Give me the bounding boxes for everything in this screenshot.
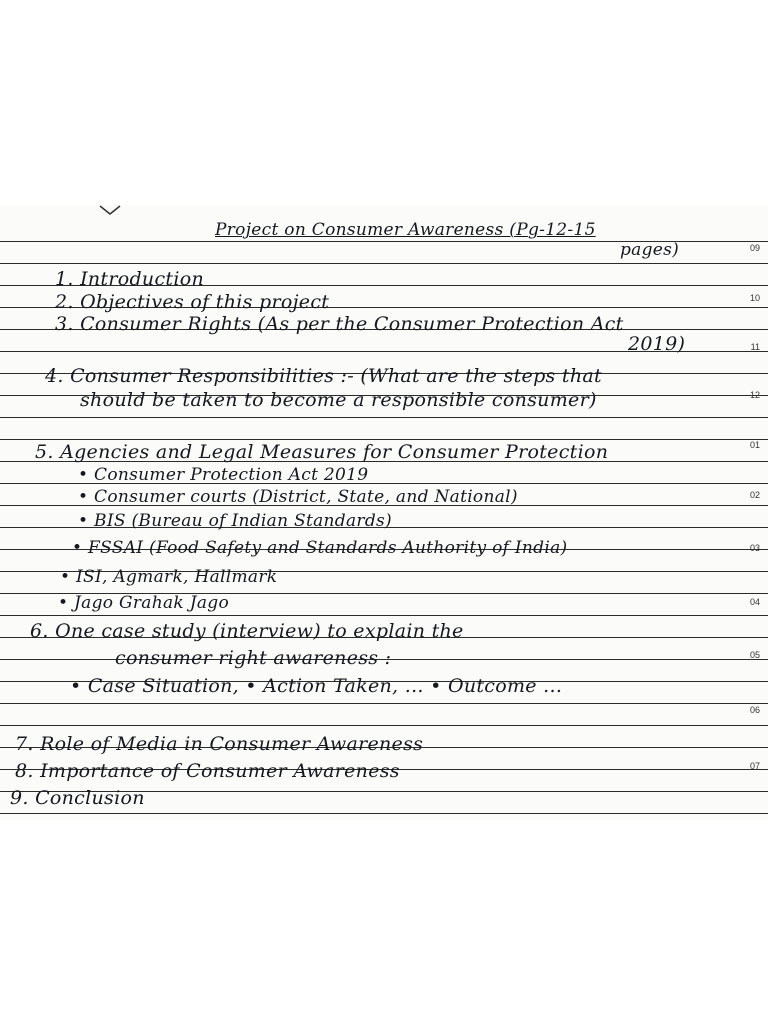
list-item-consumer-rights-year: 2019) [628, 333, 686, 355]
list-item-case-details: • Case Situation, • Action Taken, ... • Outcome ... [70, 675, 563, 697]
line-number: 01 [749, 440, 760, 450]
sub-item-isi: • ISI, Agmark, Hallmark [60, 567, 278, 587]
sub-item-jago-grahak: • Jago Grahak Jago [58, 593, 230, 613]
sub-item-bis: • BIS (Bureau of Indian Standards) [78, 511, 392, 531]
ruled-line [0, 725, 768, 726]
line-number: 06 [749, 705, 760, 715]
list-item-introduction: 1. Introduction [55, 268, 204, 290]
line-number: 12 [749, 390, 760, 400]
list-item-case-study: 6. One case study (interview) to explain the [30, 620, 464, 642]
ruled-line [0, 439, 768, 440]
sub-item-cpa: • Consumer Protection Act 2019 [78, 465, 369, 485]
line-number: 05 [749, 650, 760, 660]
page-corner-mark [98, 205, 122, 215]
line-number: 02 [749, 490, 760, 500]
line-number: 11 [750, 342, 760, 352]
line-number: 09 [749, 243, 760, 253]
sub-item-fssai: • FSSAI (Food Safety and Standards Authority of India) [72, 538, 568, 558]
ruled-line [0, 813, 768, 814]
line-number: 03 [749, 543, 760, 553]
notebook-page [0, 205, 768, 820]
list-item-consumer-rights: 3. Consumer Rights (As per the Consumer Protection Act [55, 313, 624, 335]
title-pages-note: pages) [620, 240, 680, 260]
list-item-responsibilities: 4. Consumer Responsibilities :- (What are the steps that [45, 365, 602, 387]
ruled-line [0, 417, 768, 418]
list-item-importance: 8. Importance of Consumer Awareness [15, 760, 400, 782]
line-number: 10 [749, 293, 760, 303]
ruled-line [0, 703, 768, 704]
line-number: 07 [749, 761, 760, 771]
page-title: Project on Consumer Awareness (Pg-12-15 [215, 220, 596, 240]
line-number: 04 [749, 597, 760, 607]
list-item-objectives: 2. Objectives of this project [55, 291, 330, 313]
ruled-line [0, 615, 768, 616]
list-item-responsibilities-cont: should be taken to become a responsible consumer) [80, 389, 597, 411]
list-item-conclusion: 9. Conclusion [10, 787, 145, 809]
ruled-line [0, 263, 768, 264]
sub-item-consumer-courts: • Consumer courts (District, State, and National) [78, 487, 518, 507]
list-item-case-study-cont: consumer right awareness : [115, 647, 392, 669]
list-item-agencies: 5. Agencies and Legal Measures for Consumer Protection [35, 441, 609, 463]
list-item-media: 7. Role of Media in Consumer Awareness [15, 733, 424, 755]
